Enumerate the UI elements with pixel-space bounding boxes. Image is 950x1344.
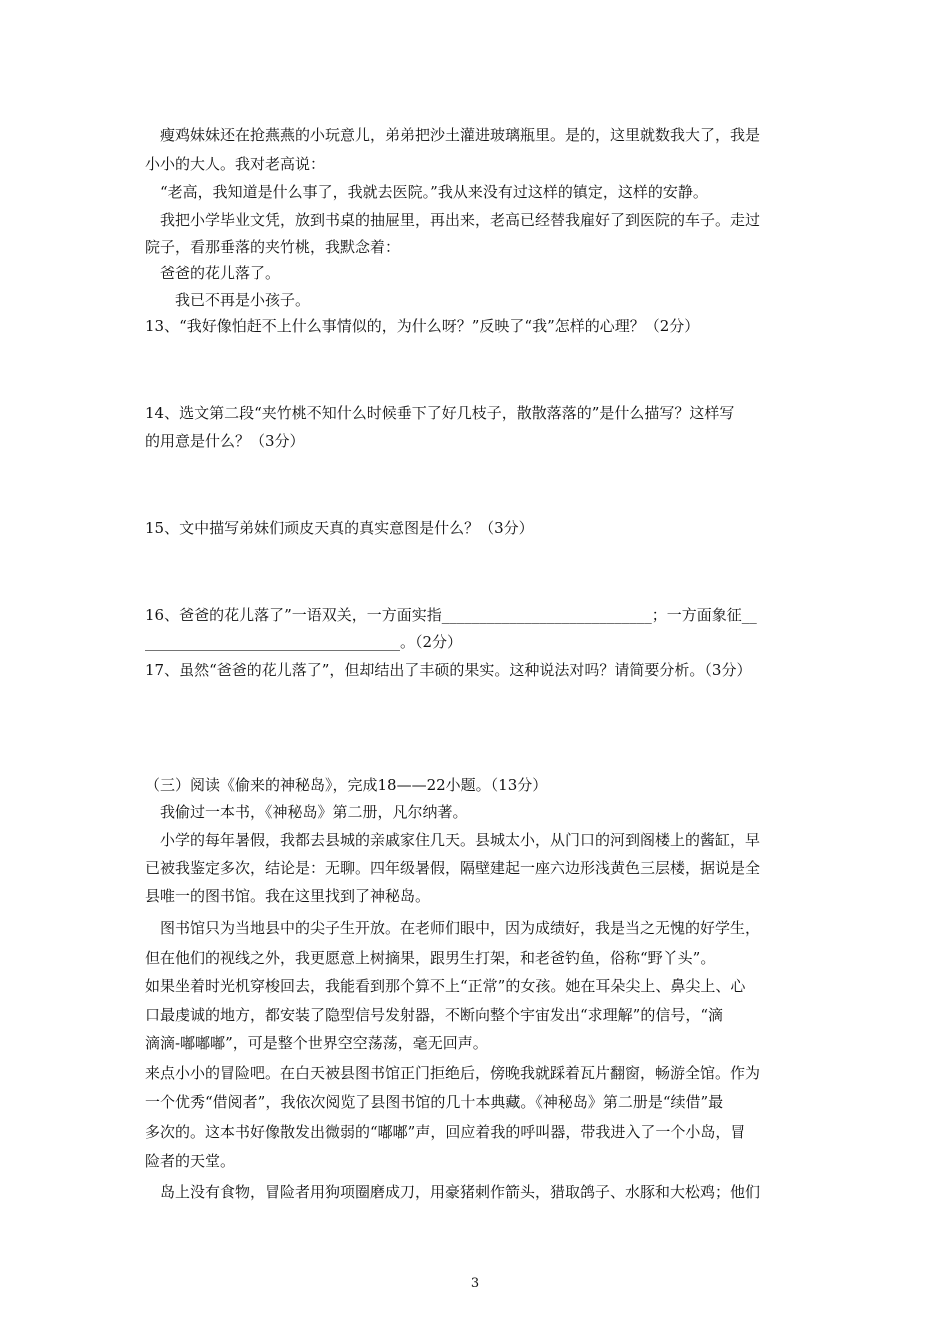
section-line: 我偷过一本书，《神秘岛》第二册，凡尔纳著。: [145, 803, 468, 821]
passage-line: 爸爸的花儿落了。: [145, 264, 281, 282]
question-17: 17、虽然“爸爸的花儿落了”，但却结出了丰硕的果实。这种说法对吗？请简要分析。（3分）: [145, 661, 752, 679]
section-line: 多次的。这本书好像散发出微弱的“嘟嘟”声，回应着我的呼叫器，带我进入了一个小岛，冒: [145, 1123, 746, 1141]
passage-line: 我把小学毕业文凭，放到书桌的抽屉里，再出来，老高已经替我雇好了到医院的车子。走过: [145, 211, 761, 229]
passage-line: 瘦鸡妹妹还在抢燕燕的小玩意儿，弟弟把沙土灌进玻璃瓶里。是的，这里就数我大了，我是: [145, 126, 761, 144]
section-line: 如果坐着时光机穿梭回去，我能看到那个算不上“正常”的女孩。她在耳朵尖上、鼻尖上、心: [145, 977, 746, 995]
question-14-continued: 的用意是什么？（3分）: [145, 432, 305, 450]
section-line: 小学的每年暑假，我都去县城的亲戚家住几天。县城太小，从门口的河到阁楼上的酱缸，早: [145, 831, 761, 849]
passage-line: 小小的大人。我对老高说：: [145, 155, 326, 173]
question-16-continued: __________________________________。（2分）: [145, 633, 463, 651]
section-line: 已被我鉴定多次，结论是：无聊。四年级暑假，隔壁建起一座六边形浅黄色三层楼，据说是全: [145, 859, 761, 877]
section-line: 险者的天堂。: [145, 1152, 236, 1170]
passage-line: 我已不再是小孩子。: [145, 291, 311, 309]
section-line: 一个优秀“借阅者”，我依次阅览了县图书馆的几十本典藏。《神秘岛》第二册是“续借”最: [145, 1093, 724, 1111]
section-line: 来点小小的冒险吧。在白天被县图书馆正门拒绝后，傍晚我就踩着瓦片翻窗，畅游全馆。作为: [145, 1064, 761, 1082]
section-heading: （三）阅读《偷来的神秘岛》，完成18——22小题。（13分）: [145, 776, 548, 794]
section-line: 图书馆只为当地县中的尖子生开放。在老师们眼中，因为成绩好，我是当之无愧的好学生，: [145, 919, 761, 937]
section-line: 滴滴-嘟嘟嘟”，可是整个世界空空荡荡，毫无回声。: [145, 1034, 488, 1052]
page-number: 3: [470, 1276, 480, 1291]
section-line: 但在他们的视线之外，我更愿意上树摘果，跟男生打架，和老爸钓鱼，俗称“野丫头”。: [145, 949, 716, 967]
question-15: 15、文中描写弟妹们顽皮天真的真实意图是什么？（3分）: [145, 519, 534, 537]
section-line: 口最虔诚的地方，都安装了隐型信号发射器，不断向整个宇宙发出“求理解”的信号，“滴: [145, 1006, 724, 1024]
section-line: 县唯一的图书馆。我在这里找到了神秘岛。: [145, 887, 431, 905]
passage-line: 院子，看那垂落的夹竹桃，我默念着：: [145, 238, 401, 256]
passage-line: “老高，我知道是什么事了，我就去医院。”我从来没有过这样的镇定，这样的安静。: [145, 183, 708, 201]
question-16: 16、爸爸的花儿落了”一语双关，一方面实指____________________________；一方面象征__: [145, 606, 757, 624]
section-line: 岛上没有食物，冒险者用狗项圈磨成刀，用豪猪刺作箭头，猎取鸽子、水豚和大松鸡；他们: [145, 1183, 761, 1201]
question-13: 13、“我好像怕赶不上什么事情似的，为什么呀？”反映了“我”怎样的心理？（2分）: [145, 317, 700, 335]
question-14: 14、选文第二段“夹竹桃不知什么时候垂下了好几枝子，散散落落的”是什么描写？这样写: [145, 404, 735, 422]
